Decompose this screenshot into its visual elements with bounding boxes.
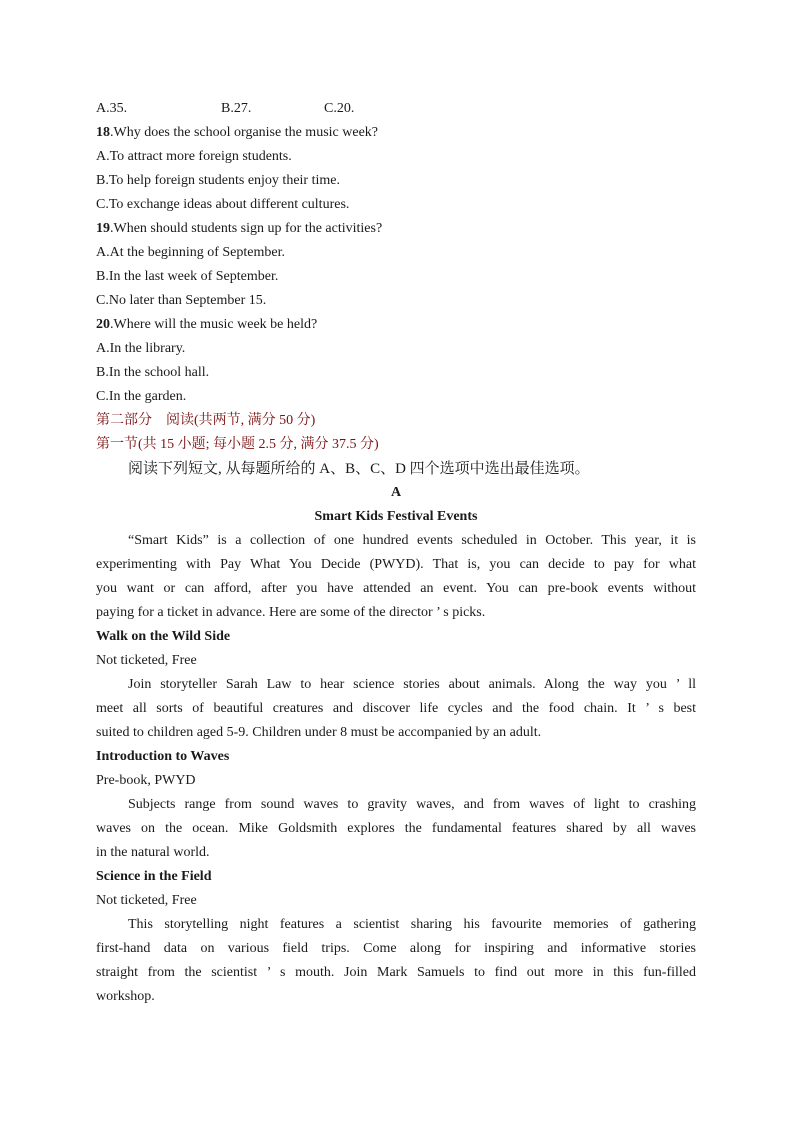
event-2-desc-line-3: in the natural world.	[96, 845, 210, 860]
q19-option-c: C.No later than September 15.	[96, 293, 267, 308]
q19-text: .When should students sign up for the activities?	[110, 221, 383, 236]
q20-text: .Where will the music week be held?	[110, 317, 318, 332]
q18-option-b: B.To help foreign students enjoy their time.	[96, 173, 340, 188]
event-1-name: Walk on the Wild Side	[96, 629, 231, 644]
q18-stem	[96, 121, 696, 145]
q19-option-a: A.At the beginning of September.	[96, 245, 285, 260]
event-3-name: Science in the Field	[96, 869, 212, 884]
event-3-desc-line-4: workshop.	[96, 989, 155, 1004]
event-1-desc-line-2: meet all sorts of beautiful creatures and discover life cycles and the food chain. It ’ s best	[96, 701, 696, 716]
q17-option-b: B.27.	[221, 101, 252, 116]
passage-title: Smart Kids Festival Events	[314, 509, 478, 524]
q17-option-a: A.35.	[96, 101, 128, 116]
q18-option-a: A.To attract more foreign students.	[96, 149, 292, 164]
q18-number: 18	[96, 125, 110, 140]
q18-option-c: C.To exchange ideas about different cultures.	[96, 197, 350, 212]
section1-heading: 第一节(共 15 小题; 每小题 2.5 分, 满分 37.5 分)	[96, 437, 379, 452]
q17-options	[96, 97, 696, 121]
q19-number: 19	[96, 221, 110, 236]
event-3-desc-line-1: This storytelling night features a scientist sharing his favourite memories of gathering	[128, 917, 696, 932]
passage-letter: A	[390, 485, 402, 500]
event-2-desc-line-2: waves on the ocean. Mike Goldsmith explores the fundamental features shared by all waves	[96, 821, 696, 836]
q20-option-c: C.In the garden.	[96, 389, 187, 404]
exam-page	[96, 97, 696, 1009]
q17-option-c: C.20.	[324, 101, 355, 116]
event-2-desc-line-1: Subjects range from sound waves to gravity waves, and from waves of light to crashing	[128, 797, 696, 812]
q20-number: 20	[96, 317, 110, 332]
intro-line-4: paying for a ticket in advance. Here are some of the director ’ s picks.	[96, 605, 486, 620]
q20-option-a: A.In the library.	[96, 341, 186, 356]
event-2-name: Introduction to Waves	[96, 749, 230, 764]
event-1-info: Not ticketed, Free	[96, 653, 197, 668]
q18-text: .Why does the school organise the music week?	[110, 125, 379, 140]
intro-line-2: experimenting with Pay What You Decide (PWYD). That is, you can decide to pay for what	[96, 557, 696, 572]
intro-line-1: “Smart Kids” is a collection of one hundred events scheduled in October. This year, it is	[128, 533, 696, 548]
part2-heading: 第二部分 阅读(共两节, 满分 50 分)	[96, 413, 316, 428]
q19-option-b: B.In the last week of September.	[96, 269, 279, 284]
event-3-desc-line-3: straight from the scientist ’ s mouth. Join Mark Samuels to find out more in this fun-filled	[96, 965, 696, 980]
event-3-desc-line-2: first-hand data on various field trips. Come along for inspiring and informative stories	[96, 941, 696, 956]
event-2-info: Pre-book, PWYD	[96, 773, 196, 788]
reading-instruction: 阅读下列短文, 从每题所给的 A、B、C、D 四个选项中选出最佳选项。	[128, 461, 590, 477]
event-1-desc-line-3: suited to children aged 5-9. Children under 8 must be accompanied by an adult.	[96, 725, 542, 740]
event-1-desc-line-1: Join storyteller Sarah Law to hear science stories about animals. Along the way you ’ ll	[128, 677, 696, 692]
q20-option-b: B.In the school hall.	[96, 365, 210, 380]
event-3-info: Not ticketed, Free	[96, 893, 197, 908]
intro-line-3: you want or can afford, after you have attended an event. You can pre-book events without	[96, 581, 696, 596]
q20-stem	[96, 313, 696, 337]
q19-stem	[96, 217, 696, 241]
